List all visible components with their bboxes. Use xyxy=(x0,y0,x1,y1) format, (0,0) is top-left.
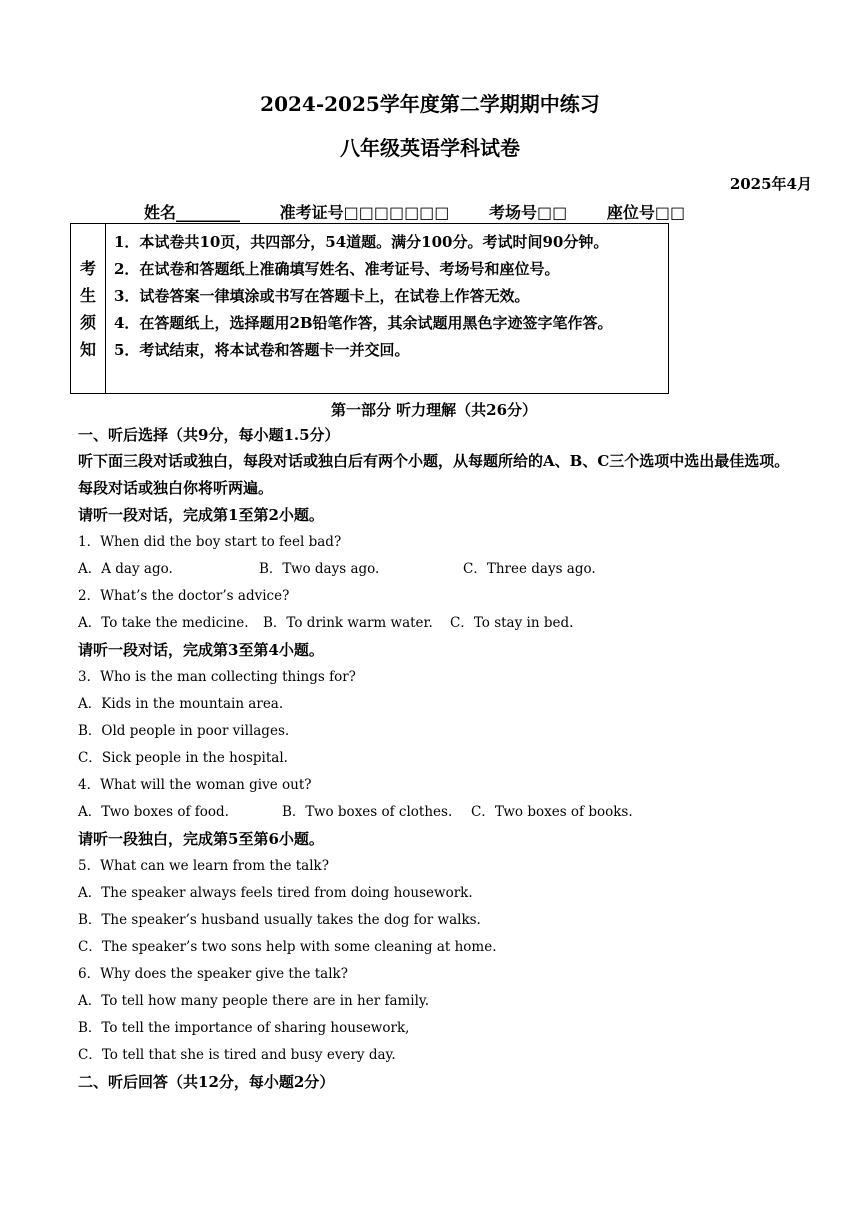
notice-label-char: 考 xyxy=(79,258,96,278)
notice-label xyxy=(71,224,106,393)
option-b[interactable]: B．To drink warm water. xyxy=(263,615,433,631)
listen-prompt-3: 请听一段独白，完成第5至第6小题。 xyxy=(78,830,324,848)
notice-item: 2．在试卷和答题纸上准确填写姓名、准考证号、考场号和座位号。 xyxy=(114,260,560,278)
option-b[interactable]: B．Two days ago. xyxy=(259,561,380,577)
section1-instruction: 听下面三段对话或独白，每段对话或独白后有两个小题，从每题所给的A、B、C三个选项中选出最佳选项。每段对话或独白你将听两遍。 xyxy=(78,452,790,497)
question-1-options xyxy=(78,556,790,583)
listen-prompt-2: 请听一段对话，完成第3至第4小题。 xyxy=(78,641,324,659)
question-4-options xyxy=(78,799,790,826)
option-a[interactable]: A．Kids in the mountain area. xyxy=(78,696,284,712)
question-3: 3．Who is the man collecting things for? xyxy=(78,669,356,685)
room-field[interactable]: 考场号□□ xyxy=(489,203,568,222)
option-b[interactable]: B．Two boxes of clothes. xyxy=(282,804,453,820)
exam-notice-box xyxy=(70,223,669,394)
option-a[interactable]: A．The speaker always feels tired from doing housework. xyxy=(78,885,473,901)
exam-date: 2025年4月 xyxy=(729,175,812,193)
student-info-row xyxy=(144,200,685,223)
question-5: 5．What can we learn from the talk? xyxy=(78,858,329,874)
option-c[interactable]: C．Two boxes of books. xyxy=(471,804,633,820)
option-c[interactable]: C．Sick people in the hospital. xyxy=(78,750,288,766)
notice-item: 5．考试结束，将本试卷和答题卡一并交回。 xyxy=(114,341,410,359)
notice-items xyxy=(106,224,668,393)
option-c[interactable]: C．The speaker’s two sons help with some cleaning at home. xyxy=(78,939,497,955)
exam-title: 2024-2025学年度第二学期期中练习 xyxy=(260,92,600,116)
option-b[interactable]: B．Old people in poor villages. xyxy=(78,723,290,739)
option-c[interactable]: C．Three days ago. xyxy=(463,561,596,577)
exam-id-field[interactable]: 准考证号□□□□□□□ xyxy=(279,203,450,222)
option-a[interactable]: A．A day ago. xyxy=(78,561,173,577)
section2-title: 二、听后回答（共12分，每小题2分） xyxy=(78,1073,335,1091)
notice-label-char: 须 xyxy=(79,312,96,332)
question-6: 6．Why does the speaker give the talk? xyxy=(78,966,348,982)
notice-item: 3．试卷答案一律填涂或书写在答题卡上，在试卷上作答无效。 xyxy=(114,287,530,305)
question-2-options xyxy=(78,610,790,637)
option-b[interactable]: B．The speaker’s husband usually takes the dog for walks. xyxy=(78,912,481,928)
option-a[interactable]: A．To take the medicine. xyxy=(78,615,249,631)
section1-title: 一、听后选择（共9分，每小题1.5分） xyxy=(78,426,340,444)
question-2: 2．What’s the doctor’s advice? xyxy=(78,588,290,604)
question-4: 4．What will the woman give out? xyxy=(78,777,312,793)
seat-field[interactable]: 座位号□□ xyxy=(606,203,686,222)
option-a[interactable]: A．To tell how many people there are in her family. xyxy=(78,993,430,1009)
part1-content xyxy=(78,398,790,1095)
name-field[interactable]: 姓名________ xyxy=(144,203,241,222)
exam-subtitle: 八年级英语学科试卷 xyxy=(340,136,520,160)
option-b[interactable]: B．To tell the importance of sharing housework, xyxy=(78,1020,410,1036)
listen-prompt-1: 请听一段对话，完成第1至第2小题。 xyxy=(78,506,324,524)
option-c[interactable]: C．To tell that she is tired and busy every day. xyxy=(78,1047,396,1063)
notice-label-char: 知 xyxy=(79,339,96,359)
question-1: 1．When did the boy start to feel bad? xyxy=(78,534,342,550)
notice-item: 1．本试卷共10页，共四部分，54道题。满分100分。考试时间90分钟。 xyxy=(114,233,609,251)
part1-title: 第一部分 听力理解（共26分） xyxy=(330,401,538,419)
notice-label-char: 生 xyxy=(79,285,96,305)
option-a[interactable]: A．Two boxes of food. xyxy=(78,804,229,820)
notice-item: 4．在答题纸上，选择题用2B铅笔作答，其余试题用黑色字迹签字笔作答。 xyxy=(114,314,613,332)
option-c[interactable]: C．To stay in bed. xyxy=(450,615,574,631)
